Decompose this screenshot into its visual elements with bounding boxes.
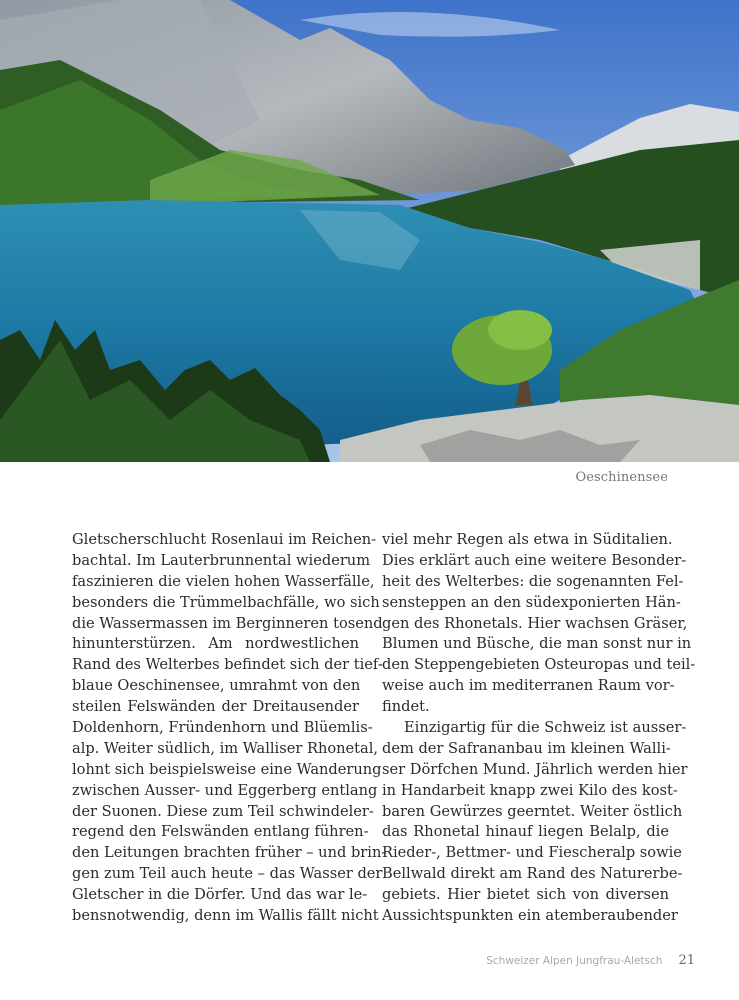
text-line: gen zum Teil auch heute – das Wasser der [72, 865, 383, 883]
running-title: Schweizer Alpen Jungfrau-Aletsch [486, 955, 663, 967]
text-line: den Steppengebieten Osteuropas und teil- [382, 656, 696, 674]
text-line: lohnt sich beispielsweise eine Wanderung [72, 760, 382, 778]
paragraph-end-line: findet. [382, 698, 430, 716]
text-line: sensteppen an den südexponierten Hän- [382, 593, 681, 611]
text-line: Rieder-, Bettmer- und Fiescheralp sowie [382, 844, 682, 862]
lake-photo [0, 0, 739, 462]
text-line: baren Gewürzes geerntet. Weiter östlich [382, 802, 683, 820]
text-line: regend den Felswänden entlang führen- [72, 823, 369, 841]
text-line: Rand des Welterbes befindet sich der tief- [72, 656, 383, 674]
text-line: bachtal. Im Lauterbrunnental wiederum [72, 551, 371, 569]
oeschinensee-landscape-image [0, 0, 739, 462]
text-line: bensnotwendig, denn im Wallis fällt nicht [72, 907, 379, 925]
text-line: Doldenhorn, Fründenhorn und Blüemlis- [72, 719, 373, 737]
text-line: Bellwald direkt am Rand des Naturerbe- [382, 865, 683, 883]
text-line: Gletscherschlucht Rosenlaui im Reichen- [72, 531, 377, 548]
text-line: den Leitungen brachten früher – und brin- [72, 844, 387, 862]
text-line: zwischen Ausser- und Eggerberg entlang [72, 781, 378, 799]
text-line: steilen Felswänden der Dreitausender [72, 698, 359, 716]
text-line: der Suonen. Diese zum Teil schwindeler- [72, 802, 374, 820]
text-line: gen des Rhonetals. Hier wachsen Gräser, [382, 614, 688, 632]
text-line: hinunterstürzen. Am nordwestlichen [72, 635, 359, 653]
text-line: Dies erklärt auch eine weitere Besonder- [382, 551, 687, 569]
text-line: viel mehr Regen als etwa in Süditalien. [382, 531, 673, 548]
text-line: heit des Welterbes: die sogenannten Fel- [382, 572, 684, 590]
text-line: blaue Oeschinensee, umrahmt von den [72, 677, 361, 695]
text-line: dem der Safrananbau im kleinen Walli- [382, 739, 671, 757]
text-line: weise auch im mediterranen Raum vor- [382, 677, 675, 695]
text-line: Blumen und Büsche, die man sonst nur in [382, 635, 692, 653]
text-line: in Handarbeit knapp zwei Kilo des kost- [382, 781, 678, 799]
page-number: 21 [678, 953, 695, 968]
page-footer [486, 953, 695, 968]
text-line: faszinieren die vielen hohen Wasserfälle, [72, 572, 375, 590]
text-line: ser Dörfchen Mund. Jährlich werden hier [382, 760, 688, 778]
text-line: das Rhonetal hinauf liegen Belalp, die [382, 823, 669, 841]
text-line: Gletscher in die Dörfer. Und das war le- [72, 886, 368, 904]
text-line: Aussichtspunkten ein atemberaubender [382, 907, 678, 925]
text-line: die Wassermassen im Berginneren tosend [72, 614, 383, 632]
photo-caption: Oeschinensee [575, 470, 668, 485]
text-column-left [72, 530, 387, 927]
text-line: gebiets. Hier bietet sich von diversen [382, 886, 669, 904]
text-column-right [382, 530, 696, 927]
text-line: besonders die Trümmelbachfälle, wo sich [72, 593, 380, 611]
paragraph-start-line: Einzigartig für die Schweiz ist ausser- [404, 719, 687, 737]
text-line: alp. Weiter südlich, im Walliser Rhonetal, [72, 739, 379, 757]
